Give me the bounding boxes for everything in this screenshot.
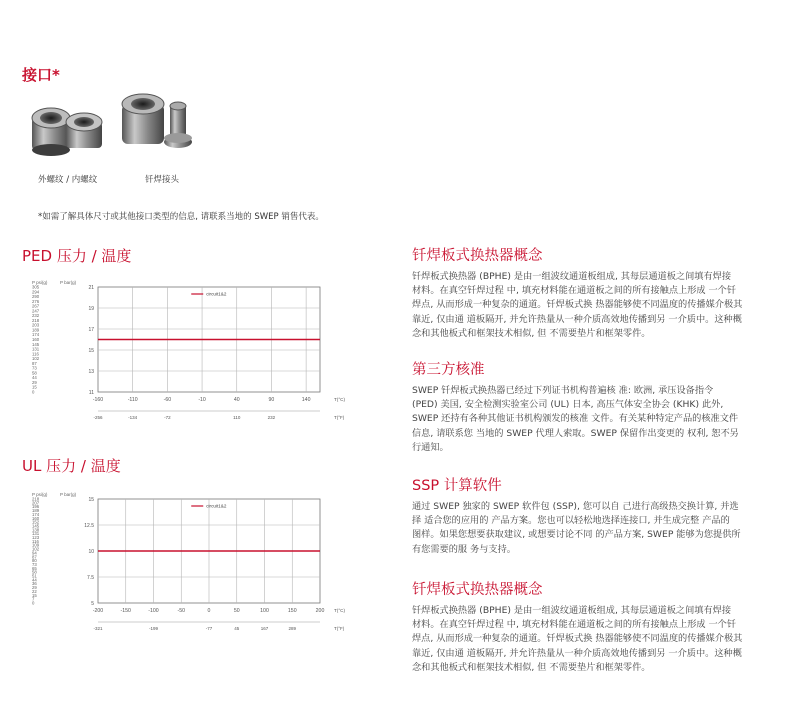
bar-tick-label: 15 xyxy=(88,347,94,354)
bar-tick-label: 15 xyxy=(88,496,94,503)
bar-tick-label: 11 xyxy=(88,389,94,396)
x-tick-label: 50 xyxy=(233,608,240,614)
x2-tick-label: -77 xyxy=(205,626,213,631)
bar-tick-label: 19 xyxy=(88,305,94,312)
psi-tick-label: 109 xyxy=(32,542,40,548)
psi-tick-label: 196 xyxy=(32,504,40,510)
text-line: 焊点, 从而形成一种复杂的通道。钎焊板式换 热器能够使不同温度的传播媒介极其 xyxy=(412,633,743,645)
psi-tick-label: 116 xyxy=(32,538,39,544)
text-line: 材料。在真空钎焊过程 中, 填充材料能在通道板之间的所有接触点上形成 一个钎 xyxy=(412,285,737,297)
psi-tick-label: 58 xyxy=(32,569,37,575)
text-line: SWEP 还持有各种其他证书机构颁发的核准 文件。有关某种特定产品的核准文件 xyxy=(412,413,739,425)
bar-tick-label: 5 xyxy=(91,600,94,607)
psi-tick-label: 276 xyxy=(32,298,40,304)
text-line: 念和其他板式和框架技术相似, 但 不需要垫片和框架零件。 xyxy=(412,661,651,673)
psi-tick-label: 145 xyxy=(32,523,40,529)
internal-thread-icon xyxy=(66,113,102,148)
bphe-concept-title-2: 钎焊板式换热器概念 xyxy=(412,582,543,598)
x-axis-label: T(°C) xyxy=(334,397,346,402)
psi-tick-label: 7 xyxy=(32,596,35,602)
psi-tick-label: 203 xyxy=(32,322,40,328)
psi-tick-label: 102 xyxy=(32,356,40,362)
braze-connection-icon xyxy=(122,94,192,148)
psi-tick-label: 29 xyxy=(32,379,37,385)
text-line: 靠近, 仅由通 道板隔开, 并允许热量从一种介质高效地传播到另 一介质中。这种概 xyxy=(412,313,742,325)
psi-tick-label: 160 xyxy=(32,337,40,342)
x-tick-label: 90 xyxy=(268,397,275,403)
x2-tick-label: -199 xyxy=(148,626,159,631)
text-line: 材料。在真空钎焊过程 中, 填充材料能在通道板之间的所有接触点上形成 一个钎 xyxy=(412,619,737,631)
text-line: (PED) 美国, 安全检测实验室公司 (UL) 日本, 高压气体安全协会 (KHK) 此外, xyxy=(412,399,724,411)
psi-tick-label: 207 xyxy=(32,500,40,506)
psi-tick-label: 15 xyxy=(32,384,37,390)
psi-tick-label: 294 xyxy=(32,289,40,295)
psi-tick-label: 174 xyxy=(32,511,40,517)
x-axis-label: T(°C) xyxy=(334,608,346,613)
bar-tick-label: 21 xyxy=(88,284,94,291)
psi-tick-label: 138 xyxy=(32,527,40,533)
ul-chart xyxy=(30,484,360,648)
x2-tick-label: 232 xyxy=(267,415,276,420)
psi-tick-label: 44 xyxy=(32,577,37,583)
psi-tick-label: 94 xyxy=(32,550,37,556)
psi-tick-label: 189 xyxy=(32,508,40,514)
ul-title: UL 压力 / 温度 xyxy=(22,457,121,475)
bphe-concept-text-2 xyxy=(412,604,790,675)
x2-axis-label: T(°F) xyxy=(334,415,345,420)
psi-tick-label: 80 xyxy=(32,558,37,564)
psi-tick-label: 305 xyxy=(32,284,40,290)
ped-chart xyxy=(30,268,360,437)
psi-tick-label: 65 xyxy=(32,565,37,571)
text-line: 靠近, 仅由通 道板隔开, 并允许热量从一种介质高效地传播到另 一介质中。这种概 xyxy=(412,647,742,659)
psi-tick-label: 15 xyxy=(32,592,37,598)
x2-tick-label: 45 xyxy=(234,626,240,631)
left-axis-label: P psi(g) xyxy=(32,280,48,285)
psi-tick-label: 73 xyxy=(32,561,37,567)
psi-tick-label: 145 xyxy=(32,341,40,347)
x2-tick-label: -134 xyxy=(128,415,138,420)
psi-tick-label: 116 xyxy=(32,351,39,357)
psi-tick-label: 131 xyxy=(32,346,40,352)
right-axis-label: P bar(g) xyxy=(60,280,77,285)
x-tick-label: -160 xyxy=(92,397,104,403)
psi-tick-label: 73 xyxy=(32,365,37,371)
x-tick-label: 0 xyxy=(207,608,211,614)
psi-tick-label: 102 xyxy=(32,546,40,552)
psi-tick-label: 152 xyxy=(32,519,40,525)
psi-tick-label: 267 xyxy=(32,303,40,309)
connections-note: *如需了解具体尺寸或其他接口类型的信息, 请联系当地的 SWEP 销售代表。 xyxy=(38,212,324,222)
x-tick-label: 150 xyxy=(287,608,297,614)
bphe-concept-title: 钎焊板式换热器概念 xyxy=(412,248,543,264)
right-axis-label: P bar(g) xyxy=(60,492,77,497)
psi-tick-label: 29 xyxy=(32,585,37,591)
psi-tick-label: 0 xyxy=(32,600,35,606)
text-line: 行通知。 xyxy=(412,441,449,453)
psi-tick-label: 36 xyxy=(32,581,37,587)
x-tick-label: -50 xyxy=(177,608,185,614)
x2-tick-label: 110 xyxy=(233,415,241,420)
psi-tick-label: 0 xyxy=(32,389,35,395)
bar-tick-label: 13 xyxy=(88,368,94,375)
text-line: 钎焊板式换热器 (BPHE) 是由一组波纹通道板组成, 其每层通道板之间填有焊接 xyxy=(412,605,732,616)
x-tick-label: 140 xyxy=(301,397,311,403)
psi-tick-label: 290 xyxy=(32,294,40,300)
psi-tick-label: 247 xyxy=(32,308,40,314)
text-line: 通过 SWEP 独家的 SWEP 软件包 (SSP), 您可以自 己进行高级热交换计算, 并选 xyxy=(412,501,739,512)
x2-axis-label: T(°F) xyxy=(334,626,345,631)
ssp-text xyxy=(412,500,790,557)
x2-tick-label: -72 xyxy=(164,415,171,420)
bar-tick-label: 10 xyxy=(88,548,94,555)
text-line: 图样。如果您想要获取建议, 或想要讨论不同 的产品方案, SWEP 能够为您提供所 xyxy=(412,529,741,541)
psi-tick-label: 87 xyxy=(32,360,37,366)
bphe-concept-text xyxy=(412,270,790,341)
legend-label: circuit1&2 xyxy=(206,291,227,297)
braze-caption: 钎焊接头 xyxy=(145,175,180,185)
psi-tick-label: 44 xyxy=(32,375,37,381)
bar-tick-label: 12.5 xyxy=(84,522,94,529)
approvals-text xyxy=(412,384,790,455)
text-line: SWEP 钎焊板式换热器已经过下列证书机构普遍核 准: 欧洲, 承压设备指令 xyxy=(412,385,714,396)
x-tick-label: -100 xyxy=(148,608,159,614)
psi-tick-label: 87 xyxy=(32,554,37,560)
connections-title: 接口* xyxy=(22,66,60,84)
psi-tick-label: 218 xyxy=(32,317,40,323)
x2-tick-label: -256 xyxy=(93,415,103,420)
psi-tick-label: 174 xyxy=(32,332,40,338)
x-tick-label: -150 xyxy=(120,608,131,614)
text-line: 信息, 请联系您 当地的 SWEP 代理人索取。SWEP 保留作出变更的 权利, 恕不另 xyxy=(412,427,739,439)
ped-title: PED 压力 / 温度 xyxy=(22,247,132,265)
bar-tick-label: 7.5 xyxy=(87,574,94,581)
x-tick-label: -110 xyxy=(127,397,138,403)
x2-tick-label: 167 xyxy=(260,626,269,631)
psi-tick-label: 232 xyxy=(32,313,40,319)
x-tick-label: 40 xyxy=(233,397,240,403)
x2-tick-label: -321 xyxy=(93,626,103,631)
external-thread-icon xyxy=(32,108,70,156)
psi-tick-label: 58 xyxy=(32,370,37,376)
bar-tick-label: 17 xyxy=(88,326,94,333)
text-line: 有您需要的服 务与支持。 xyxy=(412,543,516,555)
connector-images xyxy=(24,92,204,164)
psi-tick-label: 131 xyxy=(32,531,40,537)
text-line: 择 适合您的应用的 产品方案。您也可以轻松地选择连接口, 并生成完整 产品的 xyxy=(412,515,730,527)
approvals-title: 第三方核准 xyxy=(412,362,485,378)
psi-tick-label: 218 xyxy=(32,496,40,502)
text-line: 钎焊板式换热器 (BPHE) 是由一组波纹通道板组成, 其每层通道板之间填有焊接 xyxy=(412,271,732,282)
x-tick-label: -200 xyxy=(92,608,104,614)
psi-tick-label: 51 xyxy=(32,573,37,579)
x-tick-label: 200 xyxy=(315,608,325,614)
x-tick-label: -10 xyxy=(198,397,206,403)
psi-tick-label: 160 xyxy=(32,515,40,521)
text-line: 念和其他板式和框架技术相似, 但 不需要垫片和框架零件。 xyxy=(412,327,651,339)
thread-caption: 外螺纹 / 内螺纹 xyxy=(38,175,98,185)
text-line: 焊点, 从而形成一种复杂的通道。钎焊板式换 热器能够使不同温度的传播媒介极其 xyxy=(412,299,743,311)
legend-label: circuit1&2 xyxy=(206,503,227,509)
x-tick-label: 100 xyxy=(260,608,269,614)
left-axis-label: P psi(g) xyxy=(32,492,48,497)
psi-tick-label: 123 xyxy=(32,535,40,541)
x2-tick-label: 289 xyxy=(288,626,297,631)
x-tick-label: -60 xyxy=(163,397,172,403)
ul-chart-svg xyxy=(30,484,360,644)
psi-tick-label: 22 xyxy=(32,588,37,594)
ssp-title: SSP 计算软件 xyxy=(412,478,502,494)
ped-chart-svg xyxy=(30,268,360,433)
psi-tick-label: 189 xyxy=(32,327,40,333)
